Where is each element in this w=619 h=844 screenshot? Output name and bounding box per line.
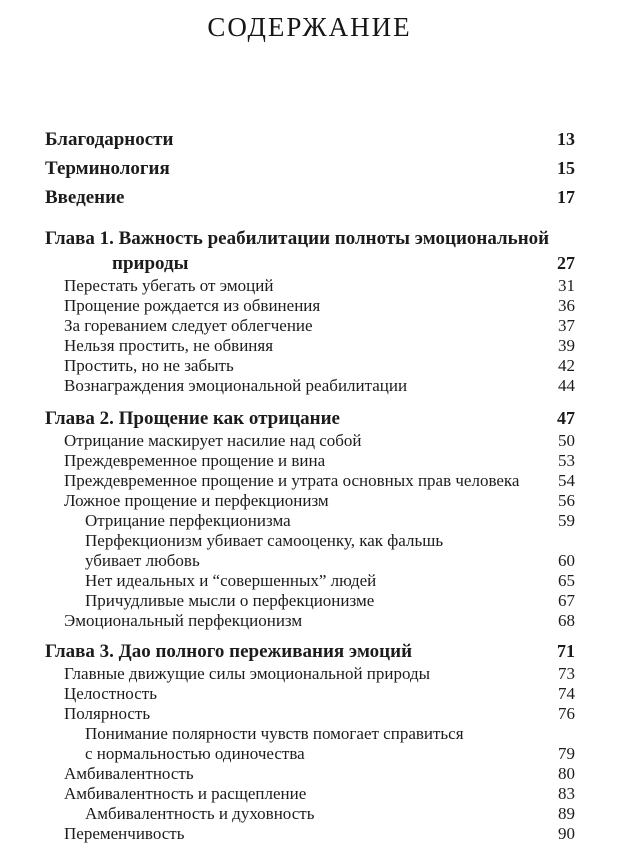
toc-entry-page-number: 39 (558, 336, 575, 355)
toc-entry-label: Нет идеальных и “совершенных” людей (85, 571, 377, 590)
toc-entry (45, 764, 575, 784)
toc-entry (45, 491, 575, 511)
toc-entry-wrap (45, 551, 575, 571)
chapter-block (45, 227, 575, 396)
toc-entry (45, 784, 575, 804)
toc-entry-label: Причудливые мысли о перфекционизме (85, 591, 375, 610)
toc-entry-page-number: 74 (558, 684, 575, 703)
toc-entry (45, 451, 575, 471)
toc-entry-page-number: 89 (558, 804, 575, 823)
toc-entry (45, 531, 575, 551)
toc-entry-label: природы (112, 253, 189, 274)
toc-entry (45, 296, 575, 316)
toc-entry (45, 571, 575, 591)
toc-entry (45, 276, 575, 296)
toc-entry-label: Отрицание маскирует насилие над собой (64, 431, 362, 450)
chapter-heading (45, 227, 575, 251)
toc-entry-label: Прощение рождается из обвинения (64, 296, 321, 315)
toc-front-entry (45, 186, 575, 209)
toc-entry-label: Главные движущие силы эмоциональной природы (64, 664, 431, 683)
toc-entry-label: Полярность (64, 704, 151, 723)
toc-entry-label: Ложное прощение и перфекционизм (64, 491, 329, 510)
chapter-heading-wrap (45, 251, 575, 276)
toc-entry-label: Глава 3. Дао полного переживания эмоций (45, 641, 413, 662)
page-title: СОДЕРЖАНИЕ (207, 12, 412, 42)
toc-entry-page-number: 80 (558, 764, 575, 783)
toc-entry (45, 591, 575, 611)
toc-entry-page-number: 60 (558, 551, 575, 570)
toc-entry-page-number: 73 (558, 664, 575, 683)
toc-entry-label: Нельзя простить, не обвиняя (64, 336, 274, 355)
toc-entry-page-number: 79 (558, 744, 575, 763)
toc-entry-label: Амбивалентность (64, 764, 194, 783)
toc-entry-page-number: 83 (558, 784, 575, 803)
toc-entry (45, 431, 575, 451)
toc-entry-label: Переменчивость (64, 824, 185, 843)
toc-front-entry (45, 128, 575, 151)
toc-entry (45, 511, 575, 531)
toc-entry-label: Понимание полярности чувств помогает справиться (85, 724, 464, 743)
toc-entry-page-number: 37 (558, 316, 575, 335)
toc-entry-label: Амбивалентность и расщепление (64, 784, 307, 803)
toc-entry-page-number: 17 (557, 187, 575, 207)
toc-entry (45, 724, 575, 744)
chapter-block (45, 639, 575, 844)
toc-entry-page-number: 67 (558, 591, 575, 610)
toc-entry-label: Эмоциональный перфекционизм (64, 611, 303, 630)
toc-entry-label: Амбивалентность и духовность (85, 804, 315, 823)
toc-entry-page-number: 15 (557, 158, 575, 178)
chapter-block (45, 406, 575, 631)
toc-entry-page-number: 59 (558, 511, 575, 530)
toc-entry-wrap (45, 744, 575, 764)
toc-entry-label: Введение (45, 187, 125, 208)
toc-entry-page-number: 56 (558, 491, 575, 510)
toc-entry-label: Благодарности (45, 129, 174, 150)
chapter-heading (45, 639, 575, 664)
toc-entry-page-number: 68 (558, 611, 575, 630)
toc-front-entry (45, 157, 575, 180)
toc-entry-label: Глава 2. Прощение как отрицание (45, 408, 340, 429)
toc-entry-page-number: 42 (558, 356, 575, 375)
toc-entry-page-number: 36 (558, 296, 575, 315)
toc-entry-page-number: 31 (558, 276, 575, 295)
toc-entry (45, 336, 575, 356)
toc-entry (45, 804, 575, 824)
toc-entry (45, 704, 575, 724)
toc-entry-label: Целостность (64, 684, 157, 703)
toc-entry (45, 611, 575, 631)
toc-entry-label: Преждевременное прощение и вина (64, 451, 326, 470)
toc-entry-label: Отрицание перфекционизма (85, 511, 291, 530)
toc-entry-label: Терминология (45, 158, 170, 179)
toc-entry (45, 824, 575, 844)
toc-entry-page-number: 50 (558, 431, 575, 450)
toc-entry-label: Простить, но не забыть (64, 356, 234, 375)
toc-entry (45, 316, 575, 336)
table-of-contents (0, 128, 619, 844)
toc-entry-page-number: 13 (557, 129, 575, 149)
toc-entry-page-number: 53 (558, 451, 575, 470)
toc-entry-label: с нормальностью одиночества (85, 744, 305, 763)
toc-entry-page-number: 44 (558, 376, 575, 395)
toc-entry-label: Перфекционизм убивает самооценку, как фальшь (85, 531, 444, 550)
chapter-heading (45, 406, 575, 431)
toc-entry (45, 684, 575, 704)
toc-entry-page-number: 54 (558, 471, 575, 490)
toc-entry-label: Вознаграждения эмоциональной реабилитации (64, 376, 408, 395)
toc-entry (45, 376, 575, 396)
toc-entry (45, 664, 575, 684)
toc-entry-page-number: 71 (557, 641, 575, 661)
toc-entry (45, 356, 575, 376)
toc-entry-page-number: 90 (558, 824, 575, 843)
toc-entry-page-number: 27 (557, 253, 575, 273)
toc-entry-page-number: 65 (558, 571, 575, 590)
toc-entry-page-number: 76 (558, 704, 575, 723)
toc-entry-label: Преждевременное прощение и утрата основных прав человека (64, 471, 520, 490)
toc-entry-page-number: 47 (557, 408, 575, 428)
toc-entry (45, 471, 575, 491)
toc-entry-label: За гореванием следует облегчение (64, 316, 313, 335)
toc-entry-label: убивает любовь (85, 551, 200, 570)
toc-entry-label: Перестать убегать от эмоций (64, 276, 274, 295)
toc-entry-label: Глава 1. Важность реабилитации полноты эмоциональной (45, 228, 550, 249)
